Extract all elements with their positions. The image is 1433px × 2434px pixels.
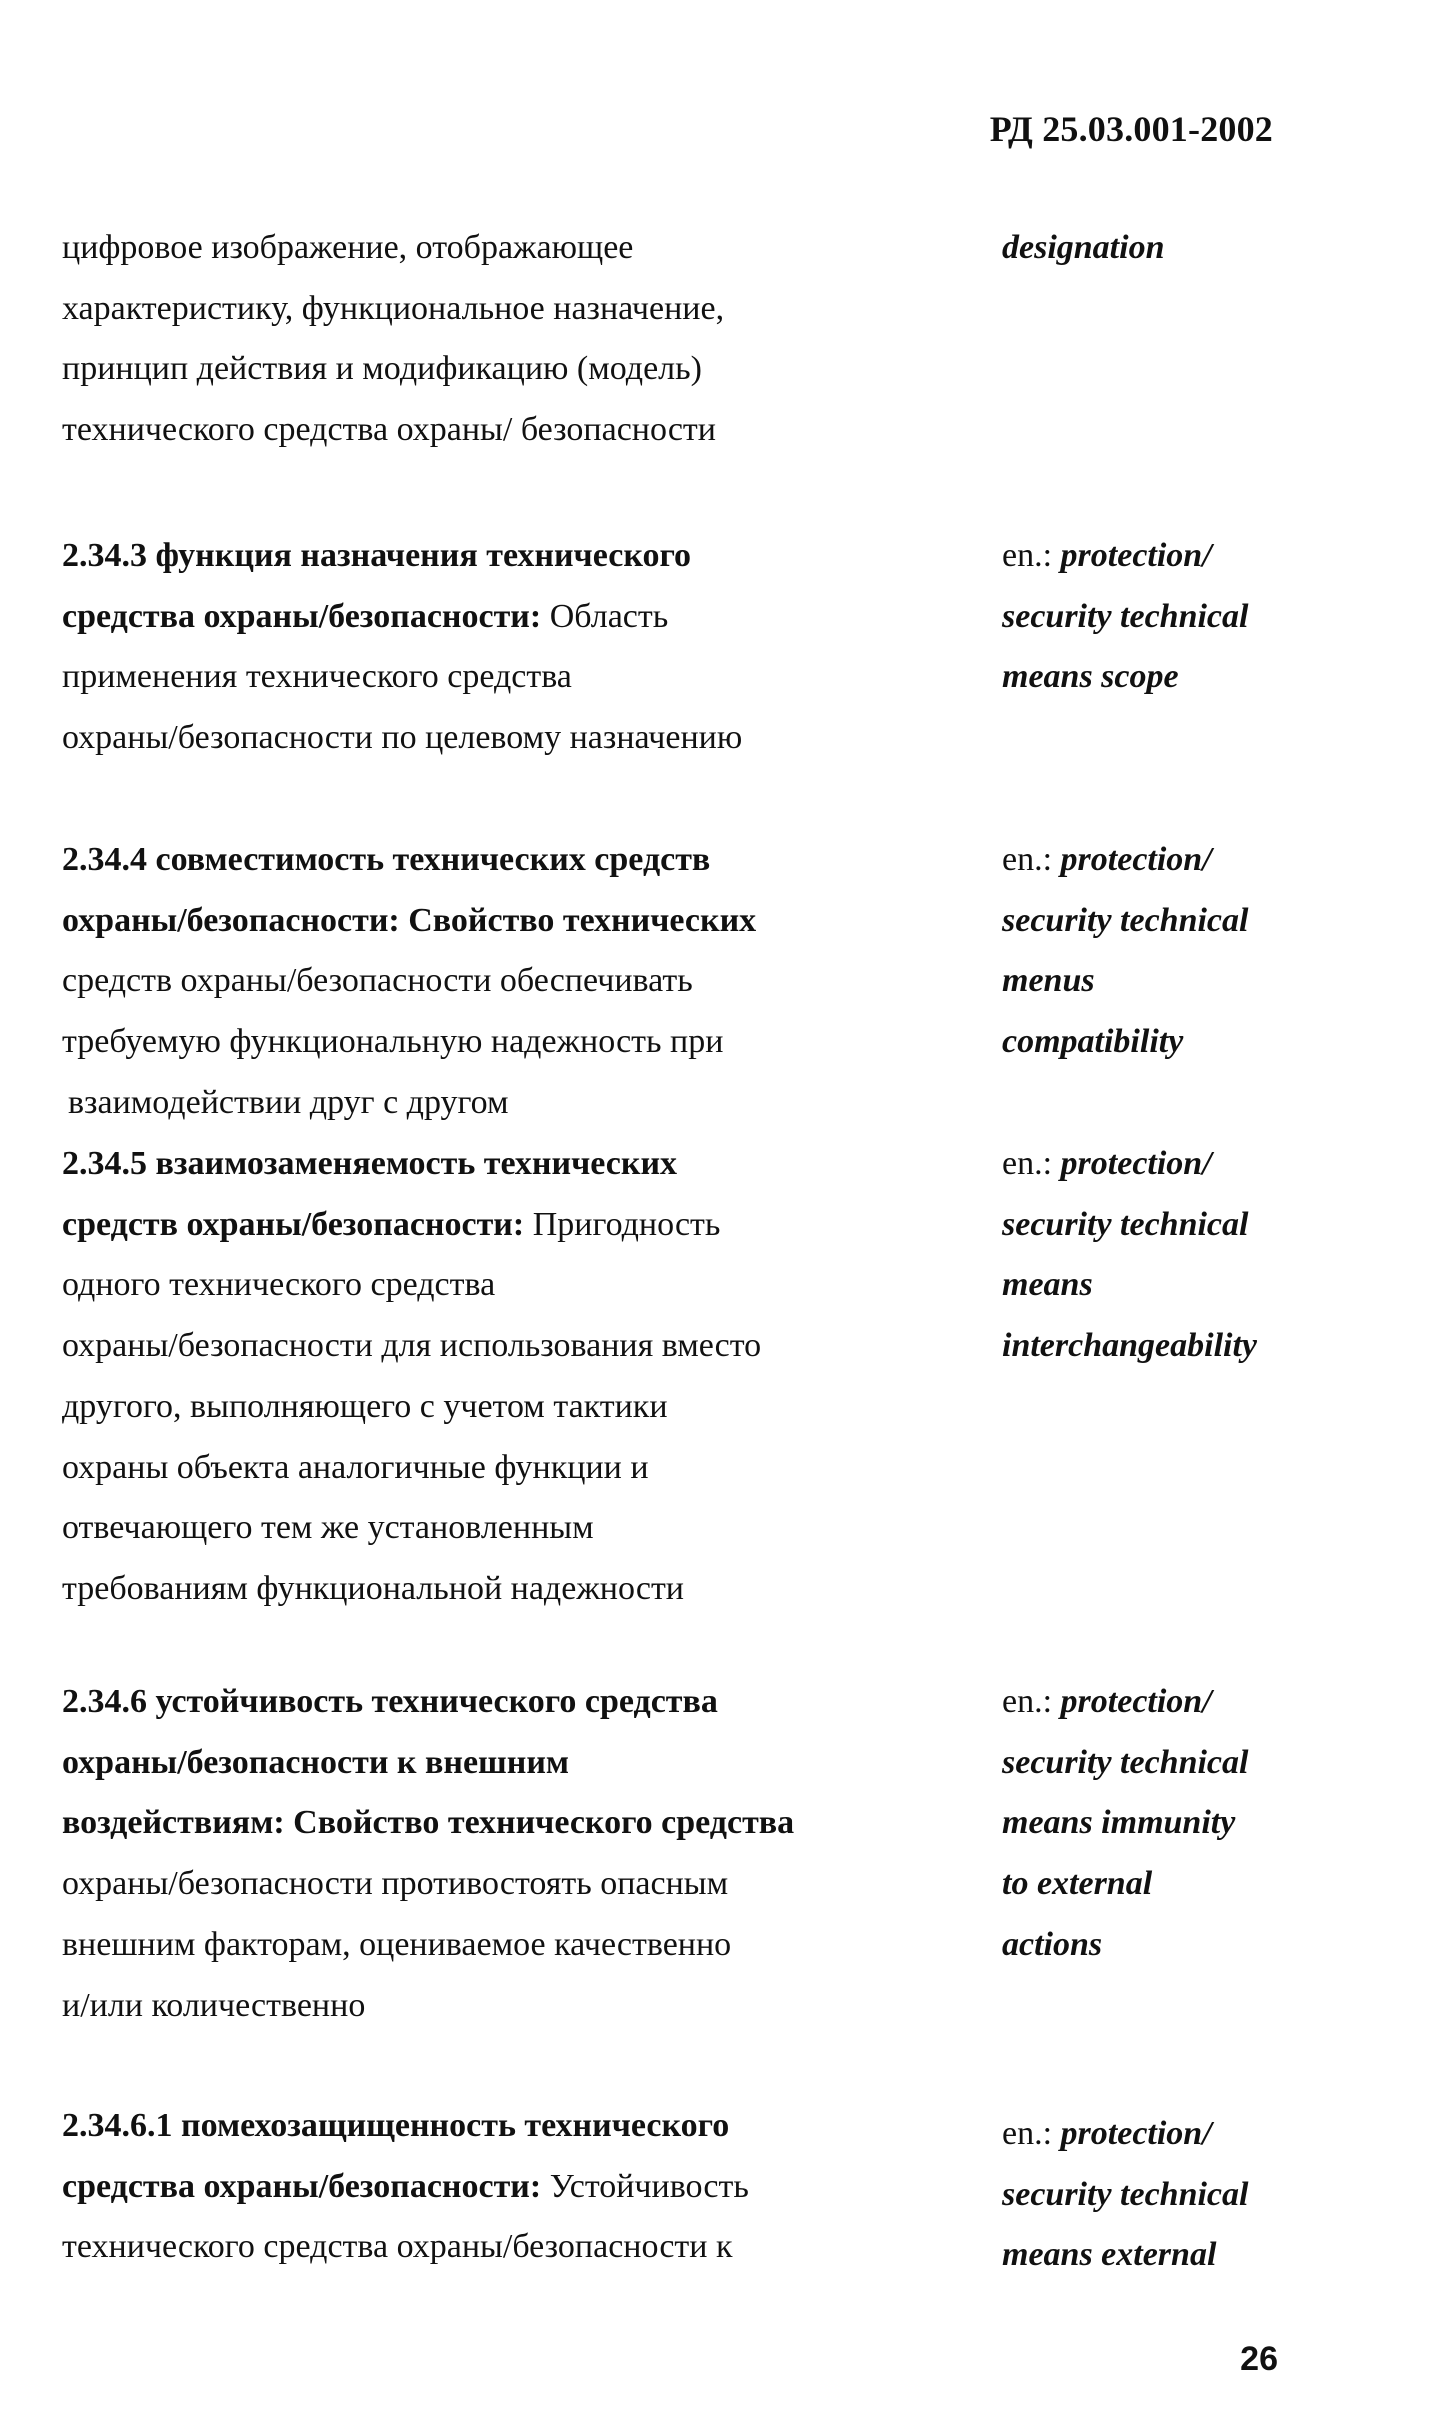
text-line: en.: protection/ (1002, 841, 1212, 878)
text-line: en.: protection/ (1002, 2115, 1212, 2152)
term-translation-en (1002, 1134, 1322, 1377)
text-line: en.: protection/ (1002, 537, 1212, 574)
term-translation-en (1002, 2104, 1322, 2286)
text-line: 2.34.3 функция назначения технического (62, 537, 692, 574)
text-line: другого, выполняющего с учетом тактики (62, 1387, 668, 1425)
text-line: designation (1002, 229, 1165, 266)
text-line: и/или количественно (62, 1986, 366, 2024)
text-line: воздействиям: Свойство технического средства (62, 1804, 795, 1842)
text-line: цифровое изображение, отображающее (62, 229, 634, 266)
text-line: 2.34.6 устойчивость технического средства (62, 1683, 718, 1720)
text-line: means (1002, 1266, 1093, 1304)
text-line: технического средства охраны/ безопасности (62, 411, 716, 449)
text-line: средств охраны/безопасности: Пригодность (62, 1205, 721, 1243)
text-line: внешним факторам, оцениваемое качественно (62, 1925, 732, 1963)
text-line: охраны/безопасности к внешним (62, 1743, 570, 1781)
text-line: взаимодействии друг с другом (68, 1083, 509, 1121)
term-definition-ru (62, 1672, 842, 2036)
text-line: menus (1002, 962, 1095, 1000)
text-line: технического средства охраны/безопасности к (62, 2228, 733, 2266)
text-line: means scope (1002, 658, 1179, 696)
term-translation-en (1002, 830, 1322, 1073)
text-line: требованиям функциональной надежности (62, 1569, 684, 1607)
text-line: требуемую функциональную надежность при (62, 1023, 724, 1061)
term-translation-en (1002, 1672, 1322, 1976)
text-line: средств охраны/безопасности обеспечивать (62, 962, 693, 1000)
text-line: security technical (1002, 597, 1249, 635)
text-line: охраны/безопасности для использования вместо (62, 1327, 762, 1365)
text-line: отвечающего тем же установленным (62, 1509, 594, 1547)
term-definition-ru (62, 1134, 842, 1620)
text-line: охраны/безопасности по целевому назначению (62, 719, 743, 757)
document-header-code: РД 25.03.001-2002 (989, 109, 1273, 149)
text-line: en.: protection/ (1002, 1145, 1212, 1182)
term-definition-ru (62, 526, 842, 769)
text-line: принцип действия и модификацию (модель) (62, 350, 702, 388)
text-line: применения технического средства (62, 658, 572, 696)
text-line: security technical (1002, 901, 1249, 939)
text-line: means immunity (1002, 1804, 1236, 1842)
text-line: security technical (1002, 2175, 1249, 2213)
text-line: охраны/безопасности противостоять опасным (62, 1865, 729, 1903)
term-definition-ru (62, 218, 842, 461)
term-definition-ru (62, 2096, 842, 2278)
text-line: 2.34.5 взаимозаменяемость технических (62, 1145, 678, 1182)
text-line: средства охраны/безопасности: Устойчивость (62, 2167, 749, 2205)
text-line: характеристику, функциональное назначение, (62, 289, 725, 327)
term-definition-ru (62, 830, 842, 1134)
text-line: одного технического средства (62, 1266, 496, 1304)
text-line: compatibility (1002, 1023, 1184, 1061)
text-line: security technical (1002, 1205, 1249, 1243)
text-line: en.: protection/ (1002, 1683, 1212, 1720)
text-line: means external (1002, 2236, 1217, 2274)
term-translation-en (1002, 218, 1322, 279)
text-line: средства охраны/безопасности: Область (62, 597, 669, 635)
text-line: 2.34.6.1 помехозащищенность технического (62, 2107, 730, 2144)
text-line: 2.34.4 совместимость технических средств (62, 841, 711, 878)
text-line: охраны/безопасности: Свойство технических (62, 901, 757, 939)
term-translation-en (1002, 526, 1322, 708)
page-number: 26 (1240, 2340, 1278, 2378)
text-line: охраны объекта аналогичные функции и (62, 1448, 649, 1486)
text-line: security technical (1002, 1743, 1249, 1781)
text-line: to external (1002, 1865, 1153, 1903)
text-line: interchangeability (1002, 1327, 1257, 1365)
text-line: actions (1002, 1925, 1103, 1963)
